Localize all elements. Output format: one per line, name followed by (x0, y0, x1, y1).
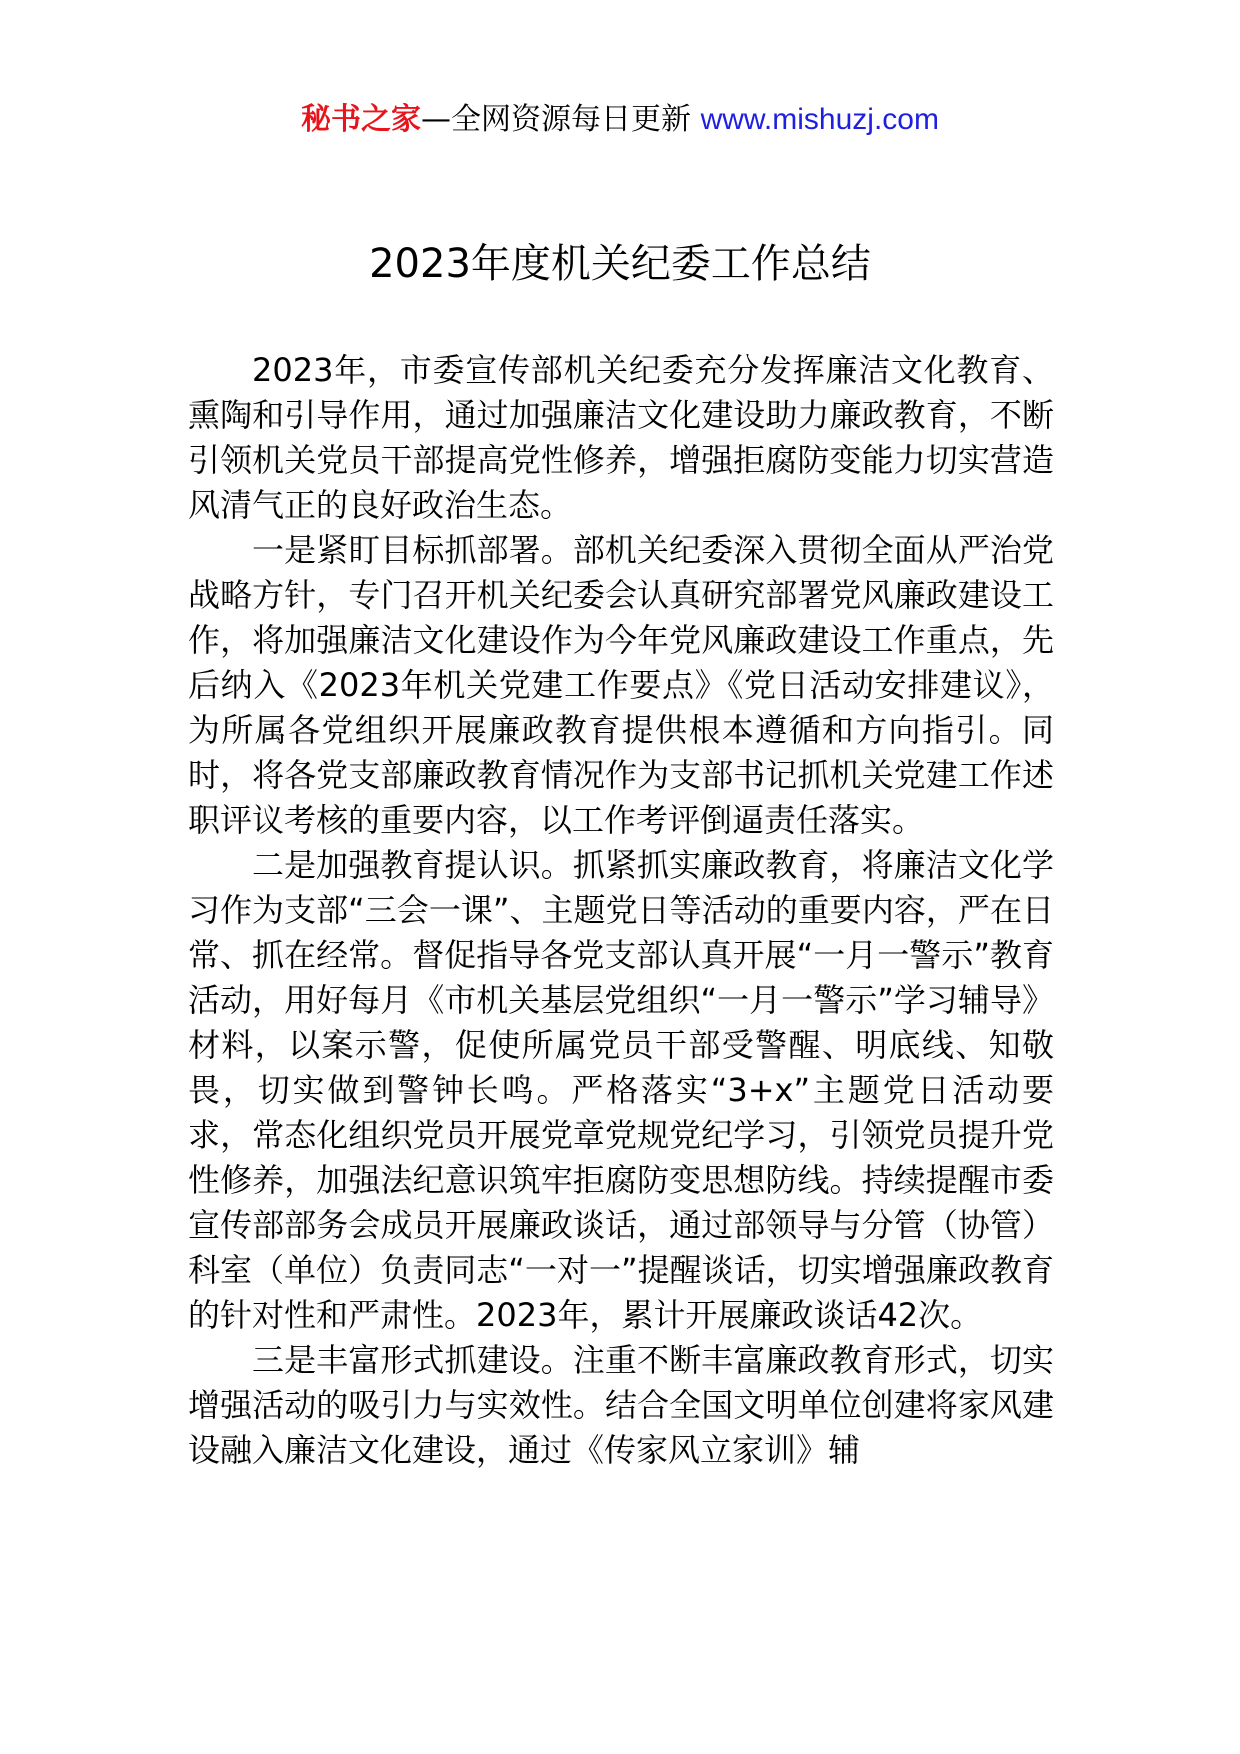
paragraph-intro: 2023年，市委宣传部机关纪委充分发挥廉洁文化教育、熏陶和引导作用，通过加强廉洁文化建设助力廉政教育，不断引领机关党员干部提高党性修养，增强拒腐防变能力切实营造风清气正的良好政治生态。 (188, 351, 1054, 524)
paragraph-section-3: 三是丰富形式抓建设。注重不断丰富廉政教育形式，切实增强活动的吸引力与实效性。结合全国文明单位创建将家风建设融入廉洁文化建设，通过《传家风立家训》辅 (188, 1341, 1054, 1469)
paragraph-section-2: 二是加强教育提认识。抓紧抓实廉政教育，将廉洁文化学习作为支部“三会一课”、主题党日等活动的重要内容，严在日常、抓在经常。督促指导各党支部认真开展“一月一警示”教育活动，用好每月《市机关基层党组织“一月一警示”学习辅导》材料，以案示警，促使所属党员干部受警醒、明底线、知敬畏，切实做到警钟长鸣。严格落实“3+x”主题党日活动要求，常态化组织党员开展党章党规党纪学习，引领党员提升党性修养，加强法纪意识筑牢拒腐防变思想防线。持续提醒市委宣传部部务会成员开展廉政谈话，通过部领导与分管（协管）科室（单位）负责同志“一对一”提醒谈话，切实增强廉政教育的针对性和严肃性。2023年，累计开展廉政谈话42次。 (188, 846, 1054, 1334)
site-url-link[interactable]: www.mishuzj.com (700, 103, 939, 136)
document-title: 2023年度机关纪委工作总结 (369, 241, 871, 287)
header-tagline: —全网资源每日更新 (421, 102, 692, 137)
header-banner (0, 100, 1240, 140)
brand-name: 秘书之家 (301, 102, 422, 137)
document-body (188, 348, 1054, 1473)
paragraph-section-1: 一是紧盯目标抓部署。部机关纪委深入贯彻全面从严治党战略方针，专门召开机关纪委会认真研究部署党风廉政建设工作，将加强廉洁文化建设作为今年党风廉政建设工作重点，先后纳入《2023年机关党建工作要点》《党日活动安排建议》，为所属各党组织开展廉政教育提供根本遵循和方向指引。同时，将各党支部廉政教育情况作为支部书记抓机关党建工作述职评议考核的重要内容，以工作考评倒逼责任落实。 (188, 531, 1054, 839)
